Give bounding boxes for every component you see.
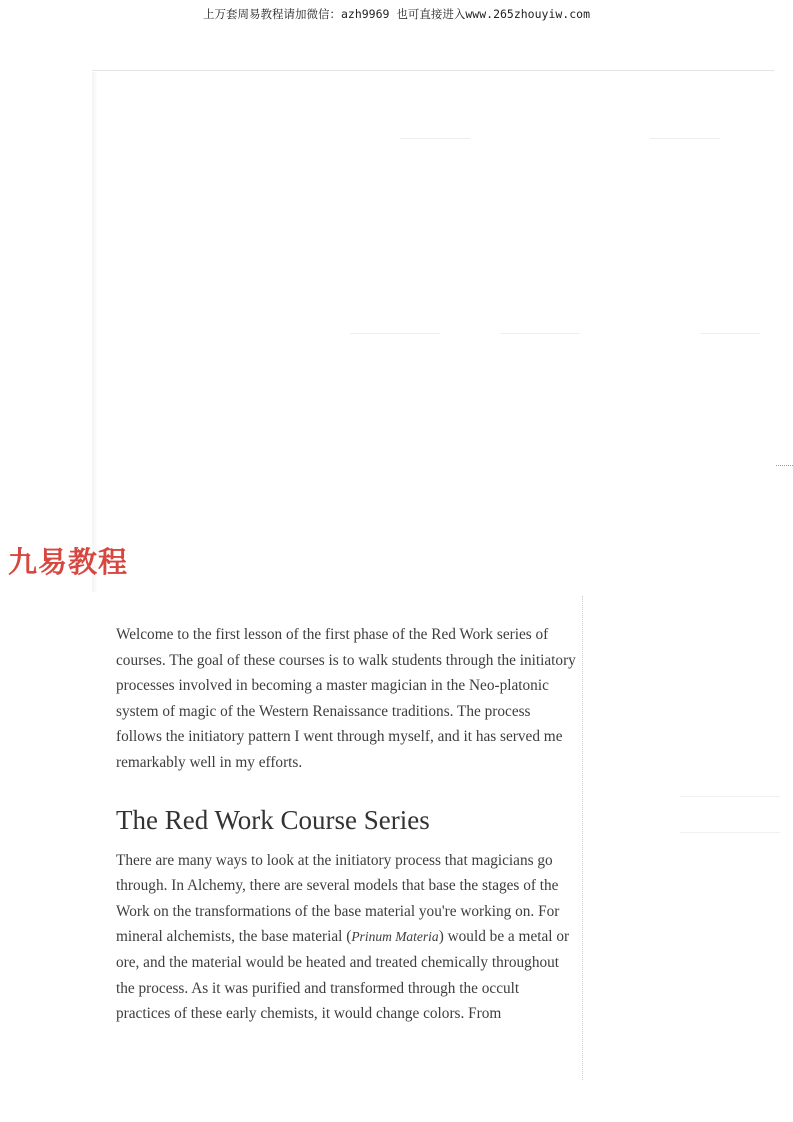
section-paragraph-italic: Prinum Materia bbox=[351, 929, 439, 945]
faint-artifact-line bbox=[680, 832, 780, 833]
top-banner: 上万套周易教程请加微信：azh9969 也可直接进入www.265zhouyiw.com bbox=[202, 7, 590, 21]
faint-artifact-line bbox=[700, 333, 760, 334]
intro-paragraph: Welcome to the first lesson of the first phase of the Red Work series of courses. The goal of these courses is to walk students through the initiatory processes involved in becoming a master magician in the Neo-platonic system of magic of the Western Renaissance traditions. The process follows the initiatory pattern I went through myself, and it has served me remarkably well in my efforts. bbox=[116, 626, 576, 771]
watermark-logo: 九易教程 bbox=[8, 545, 129, 579]
faint-artifact-line bbox=[500, 333, 580, 334]
faint-artifact-line bbox=[350, 333, 440, 334]
section-heading: The Red Work Course Series bbox=[116, 804, 430, 835]
section-paragraph bbox=[116, 848, 576, 1027]
header-divider bbox=[92, 70, 774, 71]
section-paragraph-part-1: There are many ways to look at the initiatory process that magicians go through. In Alchemy, there are several models that base the stages of the Work on the transformations of the base material you're working on. For mineral alchemists, the base material ( bbox=[116, 851, 560, 946]
faint-artifact-line bbox=[680, 796, 780, 797]
faint-artifact-line bbox=[400, 138, 470, 139]
faint-artifact-line bbox=[650, 138, 720, 139]
column-divider bbox=[582, 596, 583, 1080]
section-paragraph-part-2: ) would be a metal or ore, and the material would be heated and treated chemically throughout the process. As it was purified and transformed through the occult practices of these early chemists, it would change colors. From bbox=[116, 928, 570, 1023]
article-body bbox=[116, 622, 576, 1027]
blank-image-area bbox=[92, 72, 774, 592]
panel-edge-shadow bbox=[92, 72, 98, 592]
dotted-marker bbox=[776, 465, 793, 466]
